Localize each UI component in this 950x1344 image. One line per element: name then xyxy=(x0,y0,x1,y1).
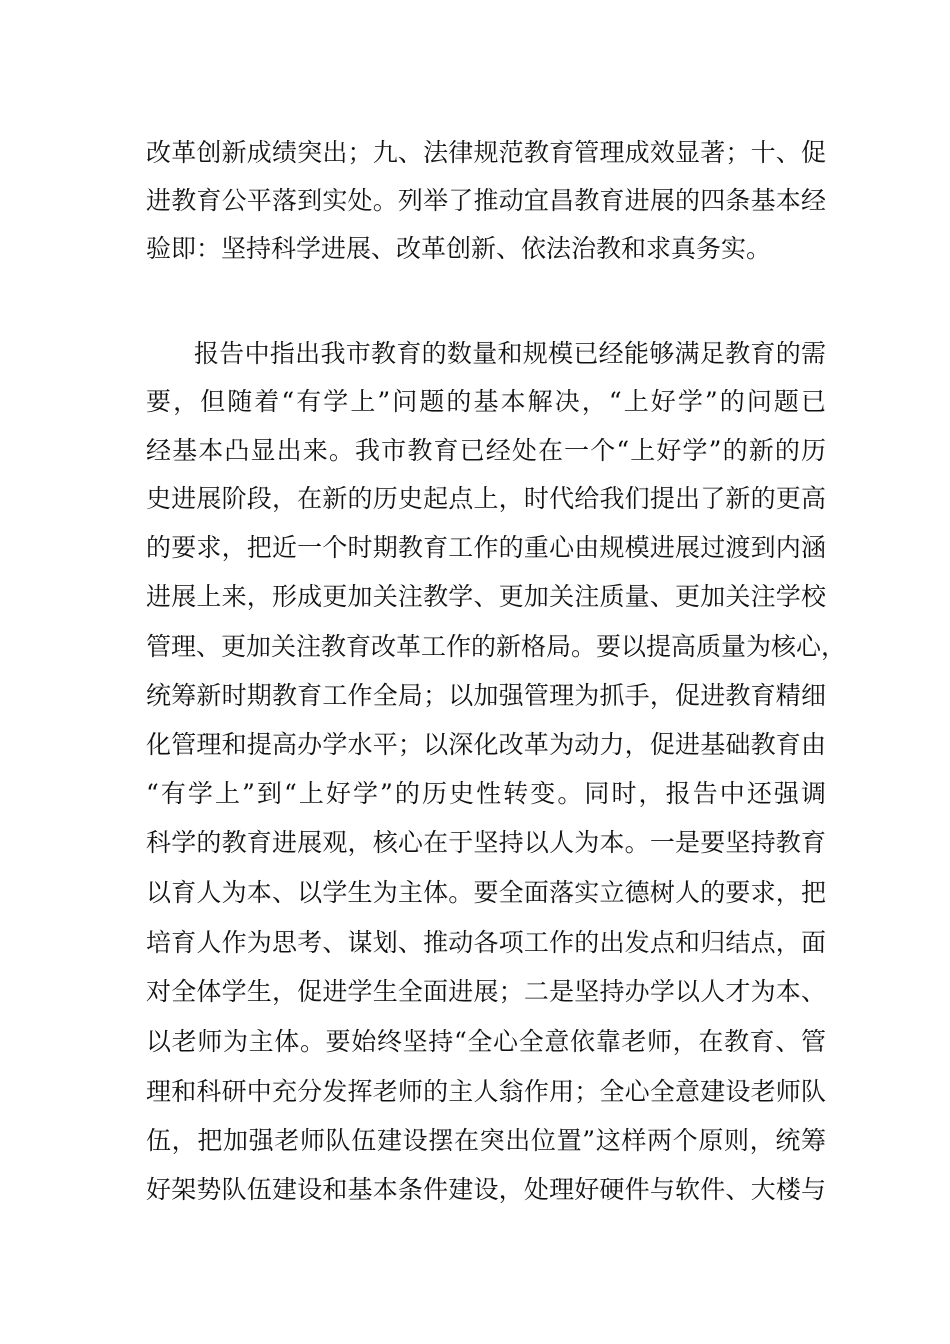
paragraph-2-line-18: 好架势队伍建设和基本条件建设，处理好硬件与软件、大楼与 xyxy=(146,1175,826,1204)
paragraph-2-line-3: 经基本凸显出来。我市教育已经处在一个“上好学”的新的历 xyxy=(146,436,826,465)
paragraph-1-line-2: 进教育公平落到实处。列举了推动宜昌教育进展的四条基本经 xyxy=(146,186,826,215)
paragraph-2-line-1: 报告中指出我市教育的数量和规模已经能够满足教育的需 xyxy=(194,339,826,368)
paragraph-1-line-1: 改革创新成绩突出；九、法律规范教育管理成效显著；十、促 xyxy=(146,138,826,167)
paragraph-2-line-14: 对全体学生，促进学生全面进展；二是坚持办学以人才为本、 xyxy=(146,977,826,1006)
paragraph-2-line-12: 以育人为本、以学生为主体。要全面落实立德树人的要求，把 xyxy=(146,878,826,907)
paragraph-1-line-3: 验即：坚持科学进展、改革创新、依法治教和求真务实。 xyxy=(146,234,772,263)
paragraph-2-line-10: “有学上”到“上好学”的历史性转变。同时，报告中还强调 xyxy=(146,779,826,808)
paragraph-2-line-6: 进展上来，形成更加关注教学、更加关注质量、更加关注学校 xyxy=(146,582,826,611)
paragraph-2-line-5: 的要求，把近一个时期教育工作的重心由规模进展过渡到内涵 xyxy=(146,533,826,562)
paragraph-2-line-16: 理和科研中充分发挥老师的主人翁作用；全心全意建设老师队 xyxy=(146,1077,826,1106)
paragraph-2-line-9: 化管理和提高办学水平；以深化改革为动力，促进基础教育由 xyxy=(146,730,826,759)
paragraph-2-line-2: 要，但随着“有学上”问题的基本解决，“上好学”的问题已 xyxy=(146,387,826,416)
paragraph-2-line-15: 以老师为主体。要始终坚持“全心全意依靠老师，在教育、管 xyxy=(146,1027,826,1056)
paragraph-2-line-13: 培育人作为思考、谋划、推动各项工作的出发点和归结点，面 xyxy=(146,928,826,957)
paragraph-2-line-7: 管理、更加关注教育改革工作的新格局。要以提高质量为核心， xyxy=(146,632,847,661)
paragraph-2-line-11: 科学的教育进展观，核心在于坚持以人为本。一是要坚持教育 xyxy=(146,828,826,857)
paragraph-2-line-8: 统筹新时期教育工作全局；以加强管理为抓手，促进教育精细 xyxy=(146,681,826,710)
paragraph-2-line-17: 伍，把加强老师队伍建设摆在突出位置”这样两个原则，统筹 xyxy=(146,1126,826,1155)
paragraph-2-line-4: 史进展阶段，在新的历史起点上，时代给我们提出了新的更高 xyxy=(146,484,826,513)
